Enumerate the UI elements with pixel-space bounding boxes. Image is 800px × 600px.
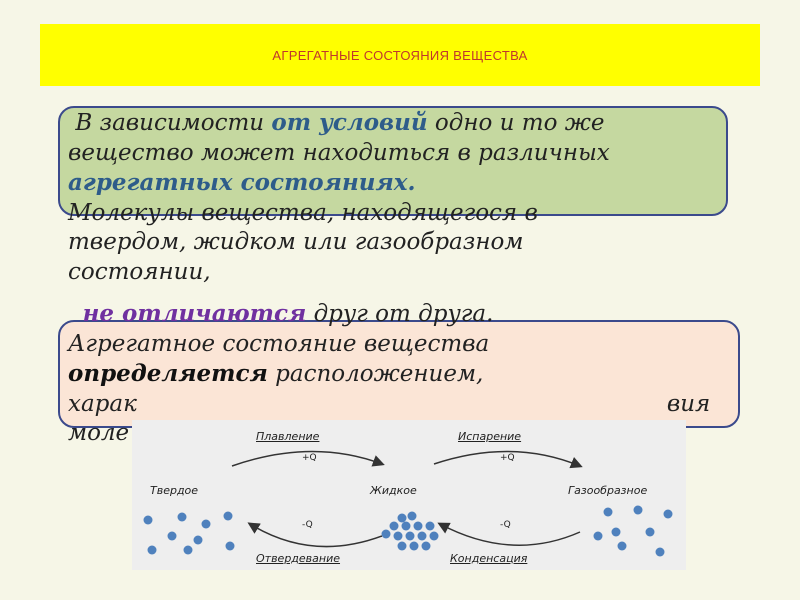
slide-body-text [68, 108, 768, 449]
label-gas: Газообразное [568, 484, 648, 497]
highlight-determined: определяется [68, 360, 268, 387]
gas-molecules [594, 506, 673, 557]
label-plus-q-melting: +Q [302, 453, 317, 463]
slide-title: АГРЕГАТНЫЕ СОСТОЯНИЯ ВЕЩЕСТВА [272, 47, 528, 63]
body-text-partial: вия [666, 390, 711, 417]
highlight-not-differ: не отличаются [82, 300, 307, 327]
highlight-conditions: от условий [271, 109, 428, 136]
body-line: состоянии, [68, 258, 211, 285]
body-text: В зависимости [75, 110, 265, 136]
body-line: вещество может находиться в различных [68, 139, 610, 166]
label-solidification: Отвердевание [256, 552, 341, 565]
body-text: друг от друга. [313, 301, 494, 327]
body-text: расположением, [275, 361, 484, 387]
body-line [68, 108, 768, 139]
label-condensation: Конденсация [450, 552, 528, 565]
phase-transition-diagram [132, 420, 686, 570]
highlight-aggregate-states: агрегатных состояниях. [68, 169, 416, 196]
body-line [68, 168, 768, 199]
solid-molecules [144, 512, 235, 555]
body-line [68, 390, 768, 420]
title-banner [40, 24, 760, 86]
label-minus-q-solidification: -Q [302, 520, 313, 530]
body-line: Агрегатное состояние вещества [68, 330, 490, 357]
label-plus-q-evaporation: +Q [500, 453, 515, 463]
body-text-partial: харак [68, 390, 137, 417]
label-minus-q-condensation: -Q [500, 520, 511, 530]
body-line: Молекулы вещества, находящегося в [68, 199, 538, 226]
label-solid: Твердое [150, 484, 199, 497]
arrow-solidification [250, 524, 382, 547]
label-evaporation: Испарение [458, 430, 522, 443]
body-line: твердом, жидком или газообразном [68, 229, 524, 255]
body-line [68, 299, 768, 330]
body-text: одно и то же [434, 110, 605, 136]
label-melting: Плавление [256, 430, 320, 443]
body-line [68, 359, 768, 390]
label-liquid: Жидкое [370, 484, 417, 497]
body-line: моле [68, 420, 130, 446]
liquid-molecules [382, 512, 439, 551]
